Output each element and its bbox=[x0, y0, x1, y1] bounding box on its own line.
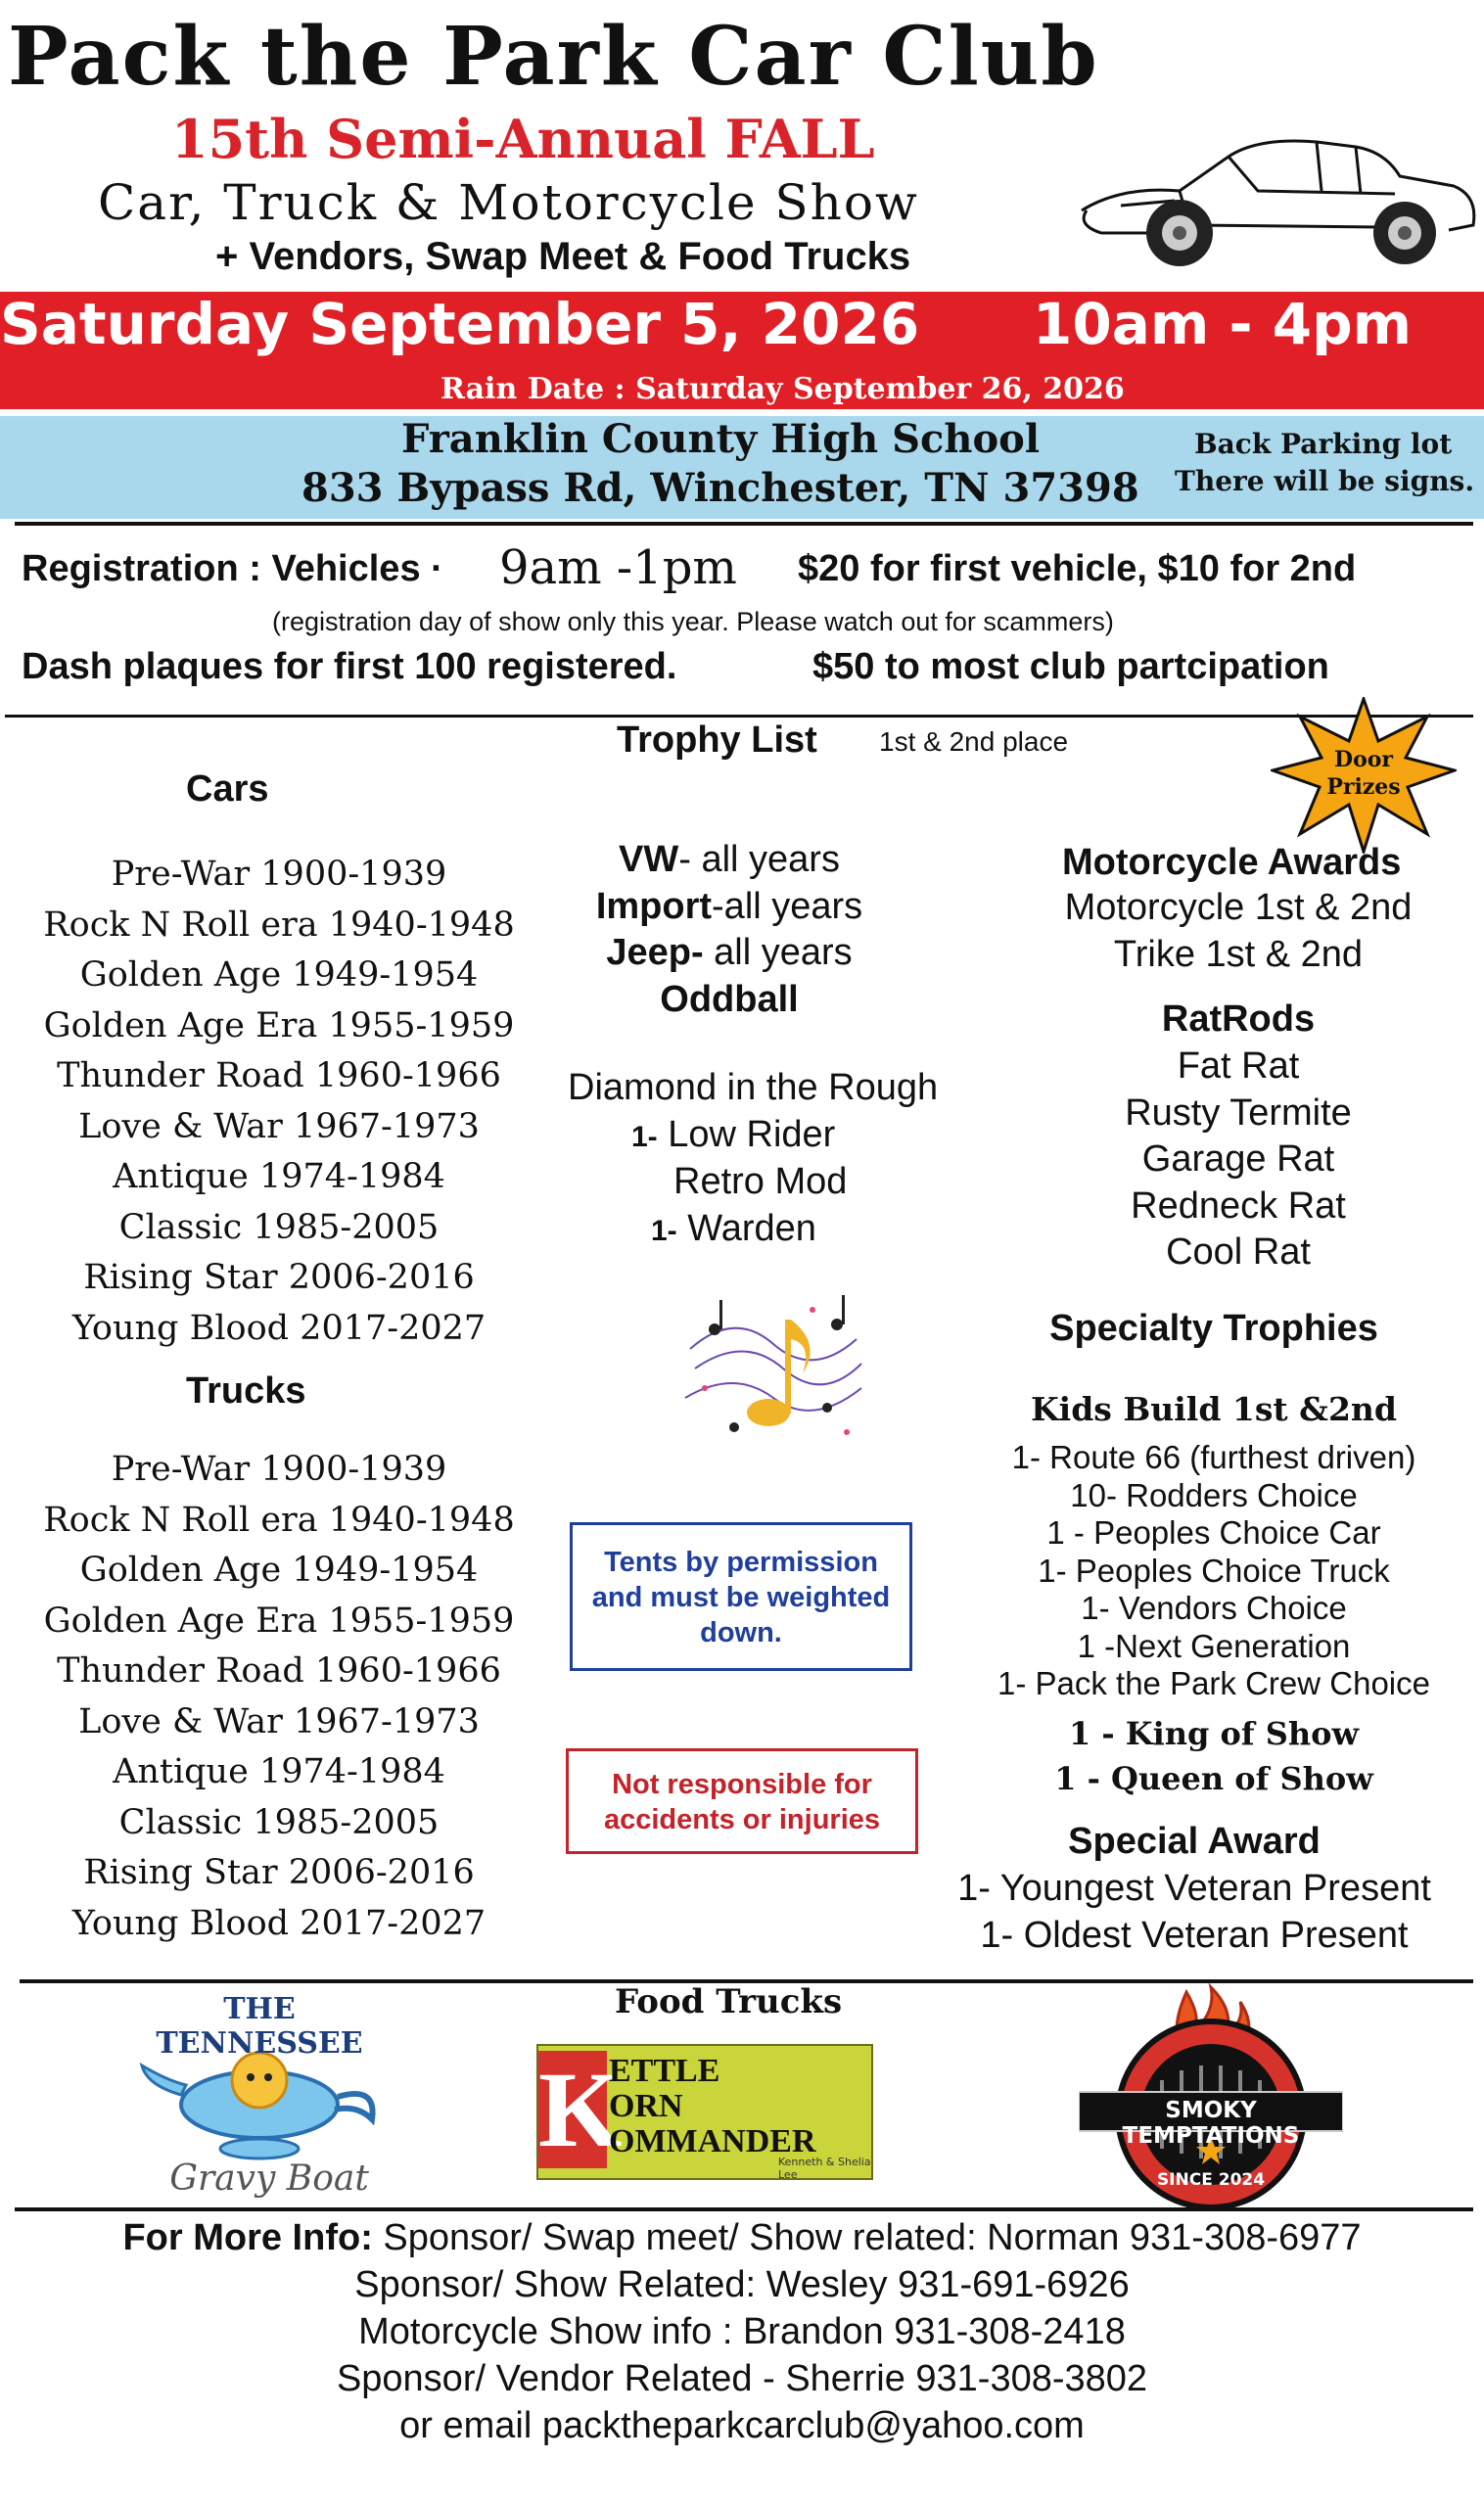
list-item: 1 - Peoples Choice Car bbox=[1046, 1514, 1381, 1551]
list-item: Antique 1974-1984 bbox=[113, 1157, 445, 1196]
venue-address: 833 Bypass Rd, Winchester, TN 37398 bbox=[301, 465, 1139, 511]
import-classes bbox=[519, 837, 940, 1023]
contact-email[interactable]: or email packtheparkcarclub@yahoo.com bbox=[399, 2405, 1085, 2446]
contact-line: Sponsor/ Vendor Related - Sherrie 931-308-3802 bbox=[336, 2358, 1148, 2399]
list-item: 1 -Next Generation bbox=[1077, 1627, 1351, 1664]
club-participation-award: $50 to most club partcipation bbox=[812, 646, 1329, 687]
kettle-line: ORN bbox=[609, 2088, 683, 2124]
registration-fee: $20 for first vehicle, $10 for 2nd bbox=[798, 548, 1357, 589]
show-extras: + Vendors, Swap Meet & Food Trucks bbox=[215, 235, 911, 278]
contact-line: Sponsor/ Show Related: Wesley 931-691-6926 bbox=[354, 2264, 1130, 2305]
list-item: Pre-War 1900-1939 bbox=[111, 1450, 447, 1489]
list-item: Love & War 1967-1973 bbox=[78, 1106, 480, 1146]
list-item: Love & War 1967-1973 bbox=[78, 1701, 480, 1741]
list-item: 1- Peoples Choice Truck bbox=[1038, 1552, 1390, 1589]
music-notes-icon bbox=[675, 1290, 871, 1457]
liability-notice: Not responsible for accidents or injuries bbox=[566, 1748, 918, 1854]
divider bbox=[15, 2207, 1473, 2211]
list-item: Fat Rat bbox=[1177, 1045, 1300, 1087]
event-edition: 15th Semi-Annual FALL bbox=[171, 108, 875, 170]
hot-rod-car-illustration bbox=[1062, 117, 1483, 274]
kids-build: Kids Build 1st &2nd bbox=[1031, 1390, 1397, 1428]
parking-note-line1: Back Parking lot bbox=[1194, 428, 1453, 460]
door-prizes-line2: Prizes bbox=[1326, 774, 1401, 800]
registration-note: (registration day of show only this year. Please watch out for scammers) bbox=[272, 607, 1114, 636]
divider bbox=[5, 715, 1473, 718]
list-item: Trike 1st & 2nd bbox=[1113, 933, 1364, 975]
registration-hours: 9am -1pm bbox=[499, 540, 737, 595]
kettle-korn-kommander-logo bbox=[536, 2044, 873, 2180]
event-time: 10am - 4pm bbox=[1033, 291, 1413, 357]
list-item: Golden Age 1949-1954 bbox=[79, 1551, 479, 1590]
list-item: 1- Route 66 (furthest driven) bbox=[1011, 1439, 1416, 1475]
special-award-list bbox=[920, 1866, 1468, 1959]
list-item: VW- all years bbox=[619, 839, 840, 880]
list-item: Golden Age Era 1955-1959 bbox=[43, 1601, 515, 1641]
specialty-list bbox=[940, 1439, 1484, 1703]
list-item: Rusty Termite bbox=[1125, 1091, 1352, 1134]
smoky-temptations-name: SMOKY TEMPTATIONS bbox=[1122, 2098, 1300, 2149]
list-item: Oddball bbox=[660, 978, 799, 1020]
cars-class-list bbox=[5, 850, 553, 1354]
list-item: 1- Warden bbox=[651, 1208, 816, 1249]
motorcycle-heading: Motorcycle Awards bbox=[1062, 842, 1402, 883]
kettle-korn-k-letter: K bbox=[538, 2050, 623, 2169]
list-item: Classic 1985-2005 bbox=[118, 1207, 440, 1247]
diamond-in-rough-heading: Diamond in the Rough bbox=[568, 1067, 939, 1108]
gravy-boat-top-text: THE TENNESSEE bbox=[156, 1992, 363, 2061]
trophy-list-subheading: 1st & 2nd place bbox=[879, 726, 1069, 757]
list-item: Redneck Rat bbox=[1131, 1184, 1346, 1227]
kettle-line: ETTLE bbox=[609, 2053, 720, 2089]
venue-name: Franklin County High School bbox=[401, 416, 1041, 462]
list-item: Young Blood 2017-2027 bbox=[71, 1308, 487, 1348]
list-item: Golden Age 1949-1954 bbox=[79, 955, 479, 995]
kettle-korn-owners: Kenneth & Shelia Lee bbox=[778, 2156, 871, 2181]
list-item: 1- Pack the Park Crew Choice bbox=[997, 1665, 1430, 1701]
trucks-heading: Trucks bbox=[186, 1370, 306, 1412]
tennessee-gravy-boat-logo bbox=[127, 1987, 392, 2203]
list-item: Thunder Road 1960-1966 bbox=[57, 1056, 501, 1095]
contact-line: Motorcycle Show info : Brandon 931-308-2418 bbox=[358, 2311, 1126, 2352]
list-item: 10- Rodders Choice bbox=[1070, 1476, 1358, 1513]
list-item: Retro Mod bbox=[673, 1161, 848, 1202]
ratrods-heading: RatRods bbox=[1161, 998, 1316, 1040]
list-item: Antique 1974-1984 bbox=[113, 1752, 445, 1791]
list-item: Young Blood 2017-2027 bbox=[71, 1903, 487, 1943]
list-item: Classic 1985-2005 bbox=[118, 1802, 440, 1842]
dash-plaques-note: Dash plaques for first 100 registered. bbox=[22, 646, 677, 687]
show-type: Car, Truck & Motorcycle Show bbox=[98, 174, 919, 231]
door-prizes-line1: Door bbox=[1333, 747, 1394, 772]
cars-heading: Cars bbox=[186, 768, 269, 810]
list-item: Motorcycle 1st & 2nd bbox=[1064, 887, 1413, 928]
smoky-temptations-since: SINCE 2024 bbox=[1156, 2170, 1266, 2190]
list-item: Import-all years bbox=[595, 885, 863, 927]
list-item: Golden Age Era 1955-1959 bbox=[43, 1005, 515, 1045]
kettle-korn-text bbox=[609, 2054, 816, 2159]
contact-info bbox=[0, 2214, 1484, 2449]
list-item: Pre-War 1900-1939 bbox=[111, 855, 447, 894]
list-item: 1- Vendors Choice bbox=[1081, 1590, 1347, 1626]
king-of-show: 1 - King of Show bbox=[1068, 1715, 1360, 1752]
food-trucks-heading: Food Trucks bbox=[615, 1982, 843, 2021]
motorcycle-class-list bbox=[964, 885, 1484, 978]
list-item: 1- Oldest Veteran Present bbox=[980, 1914, 1409, 1956]
contact-line: For More Info: Sponsor/ Swap meet/ Show related: Norman 931-308-6977 bbox=[122, 2217, 1362, 2258]
list-item: Cool Rat bbox=[1166, 1231, 1311, 1273]
gravy-boat-bottom-text: Gravy Boat bbox=[169, 2158, 369, 2199]
list-item: Garage Rat bbox=[1141, 1138, 1335, 1180]
trucks-class-list bbox=[5, 1445, 553, 1949]
list-item: Rock N Roll era 1940-1948 bbox=[43, 1500, 515, 1540]
divider bbox=[15, 522, 1473, 526]
list-item: Thunder Road 1960-1966 bbox=[57, 1651, 501, 1691]
list-item: 1- Low Rider bbox=[631, 1114, 836, 1155]
list-item: 1- Youngest Veteran Present bbox=[957, 1868, 1431, 1909]
queen-of-show: 1 - Queen of Show bbox=[1054, 1760, 1373, 1797]
specialty-heading: Specialty Trophies bbox=[1049, 1308, 1378, 1349]
trophy-list-heading: Trophy List bbox=[617, 719, 817, 761]
list-item: Rock N Roll era 1940-1948 bbox=[43, 905, 515, 945]
list-item: Rising Star 2006-2016 bbox=[83, 1853, 475, 1892]
rain-date: Rain Date : Saturday September 26, 2026 bbox=[441, 372, 1125, 406]
ratrods-class-list bbox=[964, 1044, 1484, 1276]
tents-notice: Tents by permission and must be weighted down. bbox=[570, 1522, 912, 1671]
page-title: Pack the Park Car Club bbox=[8, 10, 1099, 104]
smoky-temptations-logo bbox=[1079, 1982, 1343, 2207]
special-award-heading: Special Award bbox=[1068, 1821, 1321, 1862]
list-item: Jeep- all years bbox=[606, 932, 853, 973]
door-prizes-badge bbox=[1271, 697, 1457, 854]
parking-note-line2: There will be signs. bbox=[1175, 465, 1475, 497]
list-item: Rising Star 2006-2016 bbox=[83, 1258, 475, 1297]
kettle-line: OMMANDER bbox=[609, 2123, 816, 2159]
more-info-label: For More Info: bbox=[122, 2217, 373, 2258]
event-date: Saturday September 5, 2026 bbox=[0, 291, 920, 357]
registration-label: Registration : Vehicles · bbox=[22, 548, 443, 589]
